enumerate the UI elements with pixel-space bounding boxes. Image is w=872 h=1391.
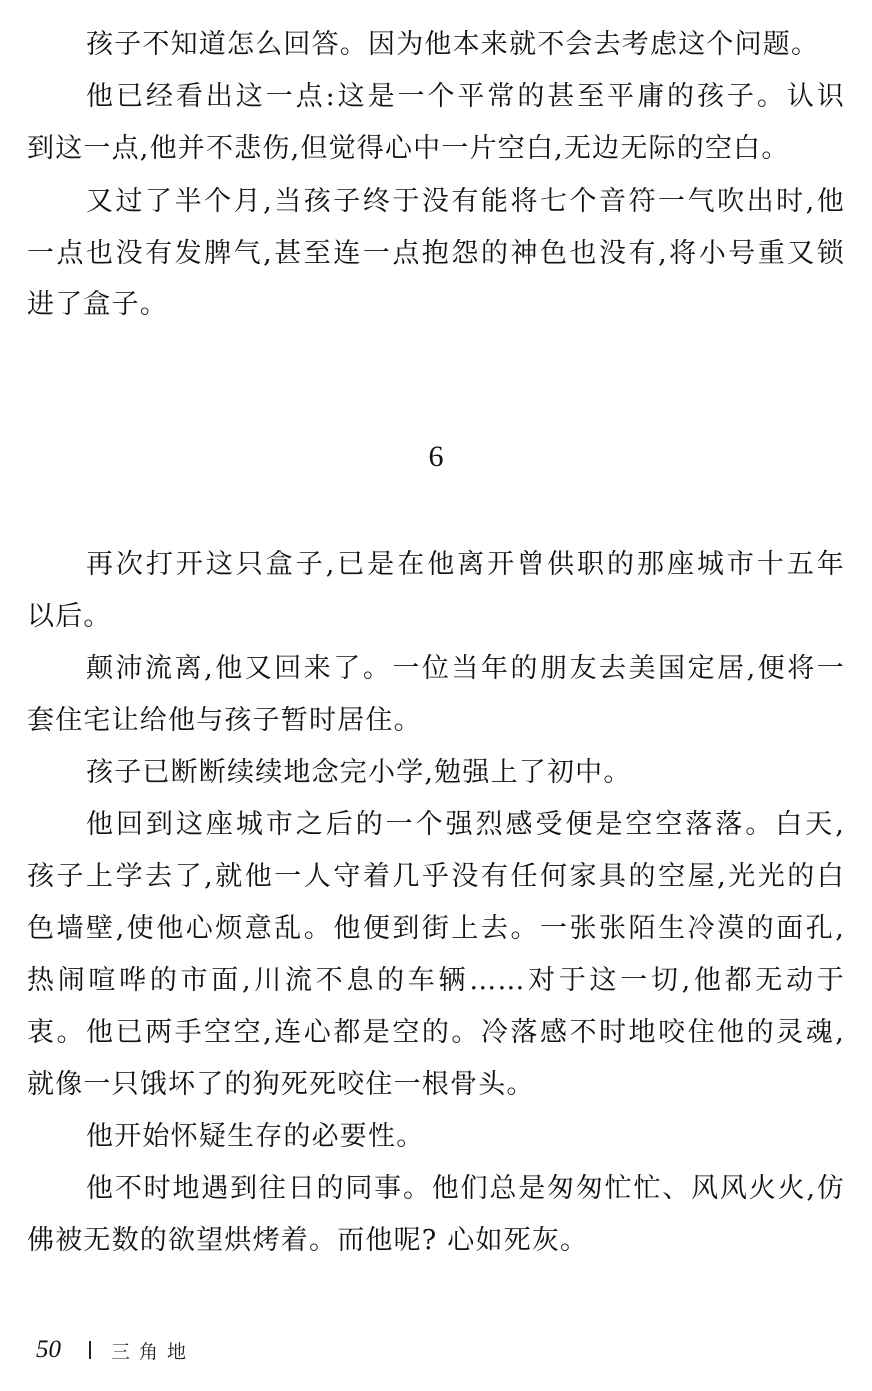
text-line: 孩子上学去了,就他一人守着几乎没有任何家具的空屋,光光的白 (27, 861, 845, 892)
text-line: 孩子不知道怎么回答。因为他本来就不会去考虑这个问题。 (86, 29, 820, 60)
text-line: 他开始怀疑生存的必要性。 (86, 1121, 425, 1152)
text-line: 再次打开这只盒子,已是在他离开曾供职的那座城市十五年 (86, 549, 845, 580)
text-line: 孩子已断断续续地念完小学,勉强上了初中。 (86, 757, 632, 788)
text-line: 一点也没有发脾气,甚至连一点抱怨的神色也没有,将小号重又锁 (27, 238, 845, 269)
text-line: 佛被无数的欲望烘烤着。而他呢? 心如死灰。 (27, 1225, 589, 1256)
text-line: 到这一点,他并不悲伤,但觉得心中一片空白,无边无际的空白。 (27, 133, 790, 164)
text-line: 套住宅让给他与孩子暂时居住。 (27, 705, 422, 736)
page-footer (36, 1334, 195, 1366)
text-line: 他不时地遇到往日的同事。他们总是匆匆忙忙、风风火火,仿 (86, 1173, 845, 1204)
chapter-number: 6 (428, 440, 444, 473)
text-line: 以后。 (27, 601, 112, 632)
text-line: 衷。他已两手空空,连心都是空的。冷落感不时地咬住他的灵魂, (27, 1017, 845, 1048)
page-number: 50 (36, 1336, 61, 1363)
text-line: 就像一只饿坏了的狗死死咬住一根骨头。 (27, 1069, 535, 1100)
text-line: 进了盒子。 (27, 289, 168, 320)
text-line: 颠沛流离,他又回来了。一位当年的朋友去美国定居,便将一 (86, 653, 845, 684)
text-line: 他已经看出这一点:这是一个平常的甚至平庸的孩子。认识 (86, 81, 845, 112)
book-title: 三角地 (111, 1340, 196, 1363)
text-line: 色墙壁,使他心烦意乱。他便到街上去。一张张陌生冷漠的面孔, (27, 913, 845, 944)
text-line: 他回到这座城市之后的一个强烈感受便是空空落落。白天, (86, 809, 845, 840)
footer-divider (89, 1341, 91, 1359)
text-line: 又过了半个月,当孩子终于没有能将七个音符一气吹出时,他 (86, 186, 845, 217)
text-line: 热闹喧哗的市面,川流不息的车辆……对于这一切,他都无动于 (27, 965, 845, 996)
